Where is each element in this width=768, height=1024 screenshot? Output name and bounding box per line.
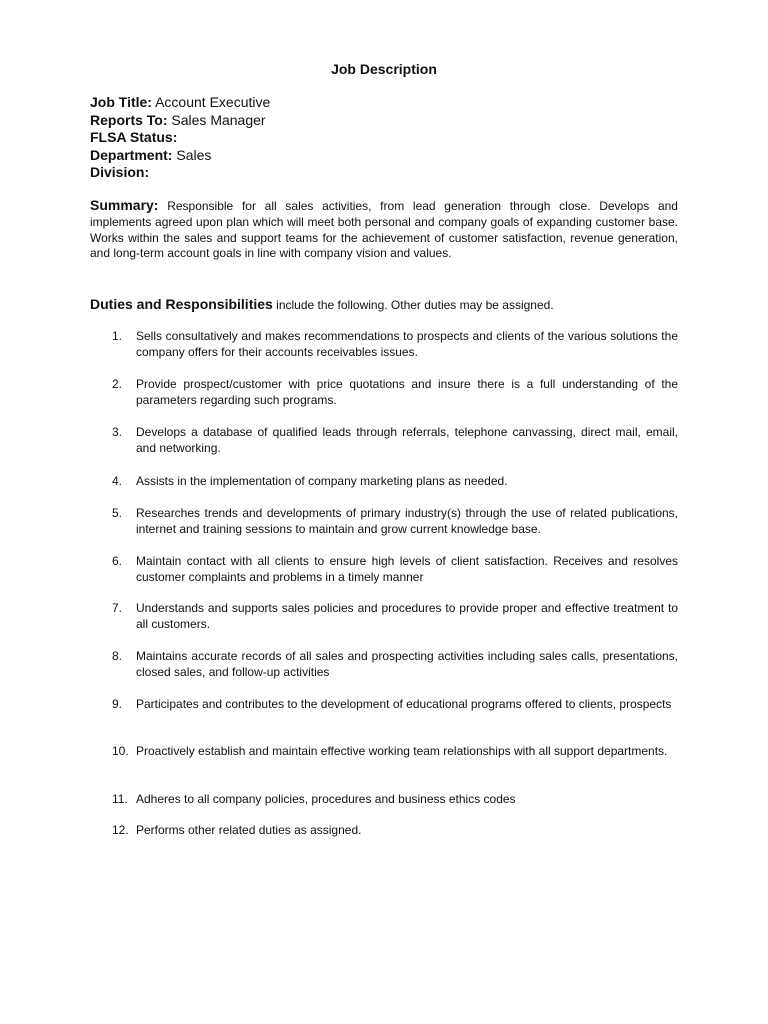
field-label: Division: bbox=[90, 164, 150, 180]
list-item bbox=[112, 424, 678, 456]
list-item bbox=[112, 505, 678, 537]
list-item-text: Maintain contact with all clients to ensure high levels of client satisfaction. Receives and resolves customer complaints and problems in a timely manner bbox=[136, 554, 678, 584]
list-item-text: Provide prospect/customer with price quotations and insure there is a full understanding of the parameters regarding such programs. bbox=[136, 377, 678, 407]
list-item-text: Develops a database of qualified leads through referrals, telephone canvassing, direct mail, email, and networking. bbox=[136, 425, 678, 455]
list-item-number: 10. bbox=[112, 744, 129, 758]
list-item-text: Adheres to all company policies, procedures and business ethics codes bbox=[136, 792, 516, 806]
list-item-number: 11. bbox=[112, 792, 128, 806]
field-value: Sales bbox=[176, 146, 212, 163]
list-item-number: 9. bbox=[112, 697, 123, 711]
list-item-text: Maintains accurate records of all sales and prospecting activities including sales calls, presentations, closed sales, and follow-up activities bbox=[136, 649, 678, 679]
list-item-text: Participates and contributes to the development of educational programs offered to clients, prospects bbox=[136, 697, 672, 711]
field-department bbox=[90, 147, 680, 165]
list-item-text: Proactively establish and maintain effective working team relationships with all support departments. bbox=[136, 744, 668, 758]
field-value: Account Executive bbox=[155, 94, 271, 110]
list-item-text: Assists in the implementation of company marketing plans as needed. bbox=[136, 474, 508, 488]
duties-intro: include the following. Other duties may be assigned. bbox=[276, 298, 554, 312]
list-item bbox=[112, 791, 678, 807]
list-item-number: 6. bbox=[112, 554, 123, 568]
list-item-text: Performs other related duties as assigned. bbox=[136, 823, 362, 837]
field-label: Job Title: bbox=[90, 94, 152, 110]
field-reports-to bbox=[90, 112, 680, 130]
list-item bbox=[112, 376, 678, 408]
list-item bbox=[112, 600, 678, 632]
list-item-number: 3. bbox=[112, 425, 123, 439]
duties-heading bbox=[90, 296, 680, 314]
list-item bbox=[112, 553, 678, 585]
field-flsa-status bbox=[90, 129, 680, 147]
list-item-text: Researches trends and developments of primary industry(s) through the use of related publications, internet and training sessions to maintain and grow current knowledge base. bbox=[136, 506, 678, 536]
summary-paragraph bbox=[90, 198, 678, 262]
list-item-number: 2. bbox=[112, 377, 123, 391]
list-item-number: 1. bbox=[112, 329, 123, 343]
field-division bbox=[90, 164, 680, 182]
summary-label: Summary: bbox=[90, 197, 159, 213]
list-item-number: 12. bbox=[112, 823, 129, 837]
list-item-number: 4. bbox=[112, 474, 123, 488]
list-item-number: 5. bbox=[112, 506, 123, 520]
field-job-title bbox=[90, 94, 680, 112]
list-item-number: 7. bbox=[112, 601, 123, 615]
list-item-text: Understands and supports sales policies and procedures to provide proper and effective treatment to all customers. bbox=[136, 601, 678, 631]
field-label: Reports To: bbox=[90, 111, 168, 128]
list-item bbox=[112, 328, 678, 360]
field-label: FLSA Status: bbox=[90, 129, 178, 145]
list-item bbox=[112, 696, 678, 712]
list-item bbox=[112, 648, 678, 680]
field-label: Department: bbox=[90, 146, 173, 163]
list-item bbox=[112, 473, 678, 489]
job-fields bbox=[90, 94, 680, 182]
list-item-number: 8. bbox=[112, 649, 123, 663]
duties-label: Duties and Responsibilities bbox=[90, 296, 273, 312]
list-item bbox=[112, 822, 678, 838]
document-title: Job Description bbox=[331, 61, 437, 77]
summary-text: Responsible for all sales activities, from lead generation through close. Develops and implements agreed upon plan which will meet both personal and company goals of expanding customer base. Works within the sales and support teams for the achievement of customer satisfaction, revenue generation, and long-term account goals in line with company vision and values. bbox=[90, 199, 678, 261]
list-item bbox=[112, 743, 678, 759]
list-item-text: Sells consultatively and makes recommendations to prospects and clients of the various solutions the company offers for their accounts receivables issues. bbox=[136, 329, 678, 359]
field-value: Sales Manager bbox=[171, 111, 266, 128]
